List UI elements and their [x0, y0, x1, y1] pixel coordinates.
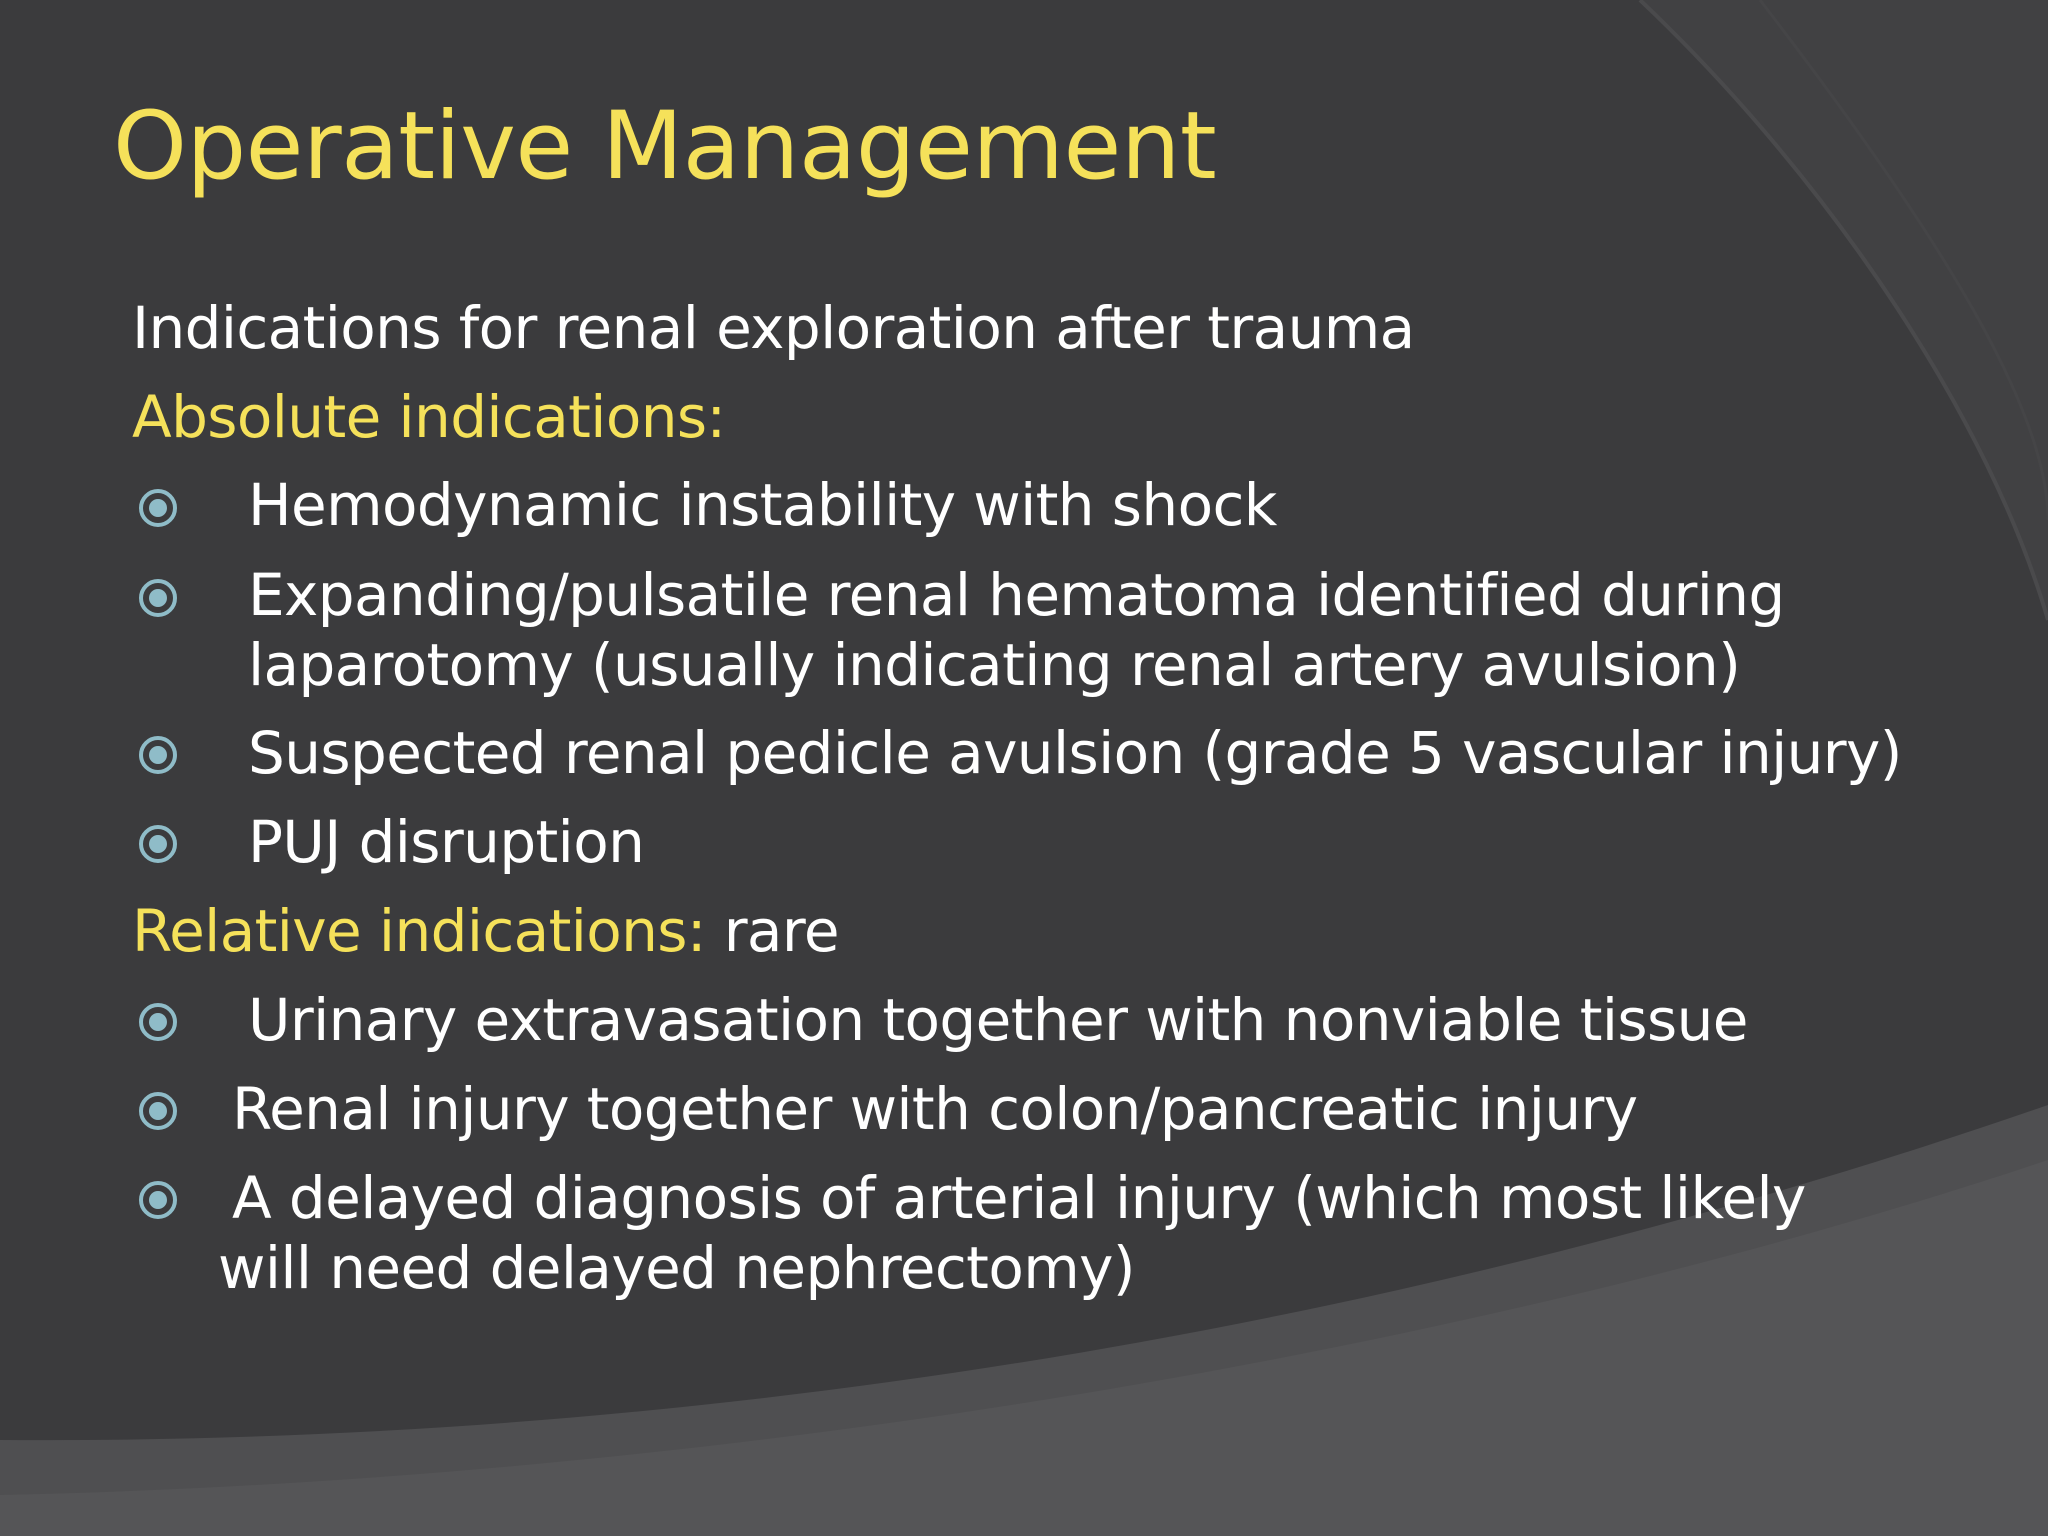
relative-indications-heading: Relative indications:	[132, 897, 706, 965]
absolute-item-2-line-2: laparotomy (usually indicating renal artery avulsion)	[248, 631, 1741, 699]
absolute-item-1: Hemodynamic instability with shock	[248, 471, 1277, 539]
relative-item-2: Renal injury together with colon/pancreatic injury	[232, 1075, 1638, 1143]
relative-item-3-line-2: will need delayed nephrectomy)	[218, 1234, 1135, 1302]
relative-item-3-line-1: A delayed diagnosis of arterial injury (which most likely	[232, 1164, 1806, 1232]
absolute-indications-heading: Absolute indications:	[132, 383, 726, 451]
circled-dot-icon	[138, 488, 178, 528]
intro-text: Indications for renal exploration after trauma	[132, 294, 1415, 362]
relative-indications-note: rare	[723, 897, 839, 965]
circled-dot-icon	[138, 824, 178, 864]
circled-dot-icon	[138, 1180, 178, 1220]
circled-dot-icon	[138, 735, 178, 775]
relative-indications-line	[132, 895, 839, 967]
circled-dot-icon	[138, 1091, 178, 1131]
circled-dot-icon	[138, 1002, 178, 1042]
circled-dot-icon	[138, 578, 178, 618]
relative-item-1: Urinary extravasation together with nonviable tissue	[248, 986, 1748, 1054]
absolute-item-3: Suspected renal pedicle avulsion (grade 5 vascular injury)	[248, 719, 1902, 787]
slide-title: Operative Management	[113, 92, 1217, 201]
absolute-item-2-line-1: Expanding/pulsatile renal hematoma identified during	[248, 561, 1785, 629]
absolute-item-4: PUJ disruption	[248, 808, 645, 876]
